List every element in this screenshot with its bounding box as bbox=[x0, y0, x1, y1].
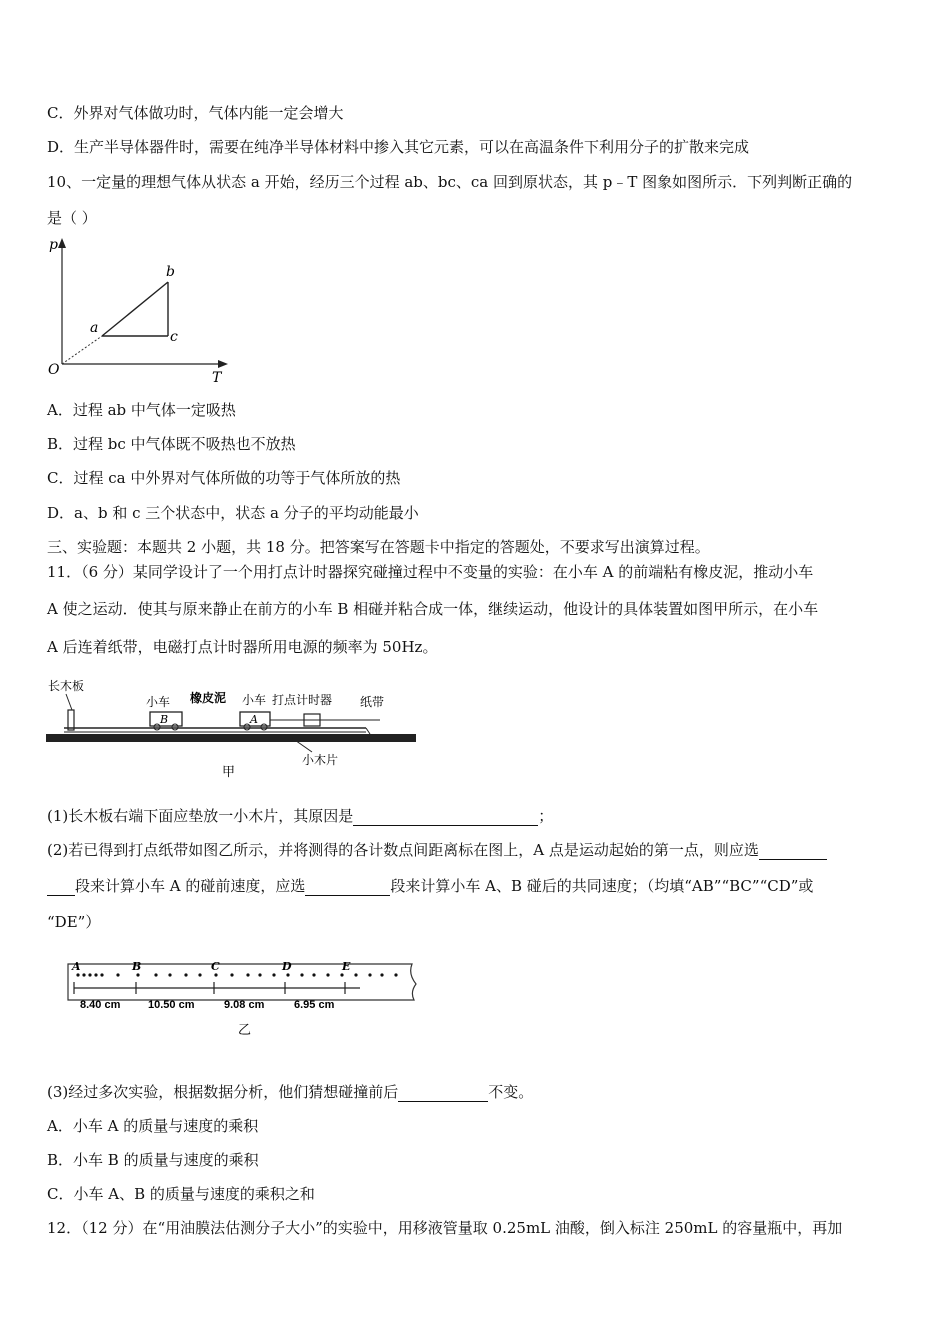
label-a: a bbox=[90, 320, 99, 336]
q11-sub3-end: 不变。 bbox=[488, 1083, 534, 1101]
dist-de: 6.95 cm bbox=[294, 999, 335, 1011]
tape-label-a: A bbox=[72, 960, 81, 973]
q11-sub2-text1: (2)若已得到打点纸带如图乙所示，并将测得的各计数点间距离标在图上，A 点是运动起始的第一点，则应选 bbox=[47, 841, 759, 859]
q11-sub2-text2b: 段来计算小车 A、B 碰后的共同速度；（均填“AB”“BC”“CD”或 bbox=[390, 877, 814, 895]
board-stopper bbox=[68, 710, 74, 730]
q9-option-d: D．生产半导体器件时，需要在纯净半导体材料中掺入其它元素，可以在高温条件下利用分子的扩散来完成 bbox=[47, 138, 750, 156]
q10-option-b: B．过程 bc 中气体既不吸热也不放热 bbox=[47, 435, 296, 453]
q10-stem-line1: 10、一定量的理想气体从状态 a 开始，经历三个过程 ab、bc、ca 回到原状态，其 p﹣T 图象如图所示．下列判断正确的 bbox=[47, 173, 853, 191]
q11-stem-line1: 11．（6 分）某同学设计了一个用打点计时器探究碰撞过程中不变量的实验：在小车 A 的前端粘有橡皮泥，推动小车 bbox=[47, 563, 814, 581]
label-p: p bbox=[49, 237, 58, 253]
q11-sub3 bbox=[47, 1082, 533, 1102]
dist-cd: 9.08 cm bbox=[224, 999, 265, 1011]
q11-sub2-blank2[interactable] bbox=[305, 879, 390, 896]
table-surface bbox=[46, 734, 416, 742]
label-c: c bbox=[170, 329, 178, 345]
q10-stem-line2: 是（ ） bbox=[47, 209, 97, 227]
q11-option-b: B．小车 B 的质量与速度的乘积 bbox=[47, 1151, 259, 1169]
q10-option-d: D．a、b 和 c 三个状态中，状态 a 分子的平均动能最小 bbox=[47, 504, 419, 522]
label-tape: 纸带 bbox=[360, 695, 385, 709]
q11-sub2-blank1-part2[interactable] bbox=[47, 879, 75, 896]
section3-heading: 三、实验题：本题共 2 小题，共 18 分。把答案写在答题卡中指定的答题处，不要求写出演算过程。 bbox=[47, 538, 710, 556]
label-car-a-letter: A bbox=[250, 713, 258, 726]
q11-sub1-end: ； bbox=[538, 807, 554, 825]
label-board: 长木板 bbox=[48, 679, 85, 693]
label-timer: 打点计时器 bbox=[272, 693, 333, 707]
q11-sub1-text: (1)长木板右端下面应垫放一小木片，其原因是 bbox=[47, 807, 354, 825]
label-car-a: 小车 bbox=[242, 693, 267, 707]
q10-option-c: C．过程 ca 中外界对气体所做的功等于气体所放的热 bbox=[47, 469, 401, 487]
dist-bc: 10.50 cm bbox=[148, 999, 195, 1011]
caption-jia: 甲 bbox=[222, 764, 236, 779]
q9-option-c: C．外界对气体做功时，气体内能一定会增大 bbox=[47, 104, 344, 122]
q11-option-a: A．小车 A 的质量与速度的乘积 bbox=[47, 1117, 259, 1135]
label-origin: O bbox=[48, 362, 60, 378]
label-wood: 小木片 bbox=[302, 753, 339, 767]
q11-sub2-text2a: 段来计算小车 A 的碰前速度，应选 bbox=[75, 877, 306, 895]
pt-graph bbox=[40, 232, 240, 387]
label-car-b-letter: B bbox=[160, 713, 169, 726]
tape-label-c: C bbox=[211, 960, 220, 973]
q11-sub3-blank[interactable] bbox=[398, 1085, 488, 1102]
tape-label-d: D bbox=[282, 960, 292, 973]
tape-outline bbox=[68, 964, 416, 1000]
caption-yi: 乙 bbox=[238, 1022, 252, 1037]
q11-sub2-line2 bbox=[47, 876, 813, 896]
tape-figure-yi bbox=[60, 952, 430, 1042]
tape-label-e: E bbox=[342, 960, 351, 973]
q11-sub3-text: (3)经过多次实验，根据数据分析，他们猜想碰撞前后 bbox=[47, 1083, 399, 1101]
label-b: b bbox=[166, 264, 175, 280]
q11-stem-line3: A 后连着纸带，电磁打点计时器所用电源的频率为 50Hz。 bbox=[47, 638, 438, 656]
dashed-extension bbox=[62, 336, 102, 364]
q11-sub2-line1 bbox=[47, 840, 827, 860]
dist-ab: 8.40 cm bbox=[80, 999, 121, 1011]
t-axis-arrow bbox=[218, 360, 228, 368]
q10-option-a: A．过程 ab 中气体一定吸热 bbox=[47, 401, 236, 419]
label-car-b: 小车 bbox=[146, 695, 171, 709]
q11-sub1 bbox=[47, 806, 553, 826]
apparatus-figure-jia bbox=[44, 676, 424, 781]
label-putty: 橡皮泥 bbox=[190, 691, 227, 705]
label-t: T bbox=[212, 370, 222, 386]
q11-option-c: C．小车 A、B 的质量与速度的乘积之和 bbox=[47, 1185, 315, 1203]
q12-stem-line1: 12．（12 分）在“用油膜法估测分子大小”的实验中，用移液管量取 0.25mL 油酸，倒入标注 250mL 的容量瓶中，再加 bbox=[47, 1219, 843, 1237]
p-axis-arrow bbox=[58, 238, 66, 248]
process-ab bbox=[102, 282, 168, 336]
q11-stem-line2: A 使之运动．使其与原来静止在前方的小车 B 相碰并粘合成一体，继续运动，他设计的具体装置如图甲所示，在小车 bbox=[47, 600, 819, 618]
q11-sub1-blank[interactable] bbox=[353, 809, 538, 826]
tape-dots bbox=[76, 973, 397, 976]
tape-label-b: B bbox=[132, 960, 142, 973]
q11-sub2-line3: “DE”） bbox=[47, 913, 101, 931]
q11-sub2-blank1-part1[interactable] bbox=[759, 843, 827, 860]
